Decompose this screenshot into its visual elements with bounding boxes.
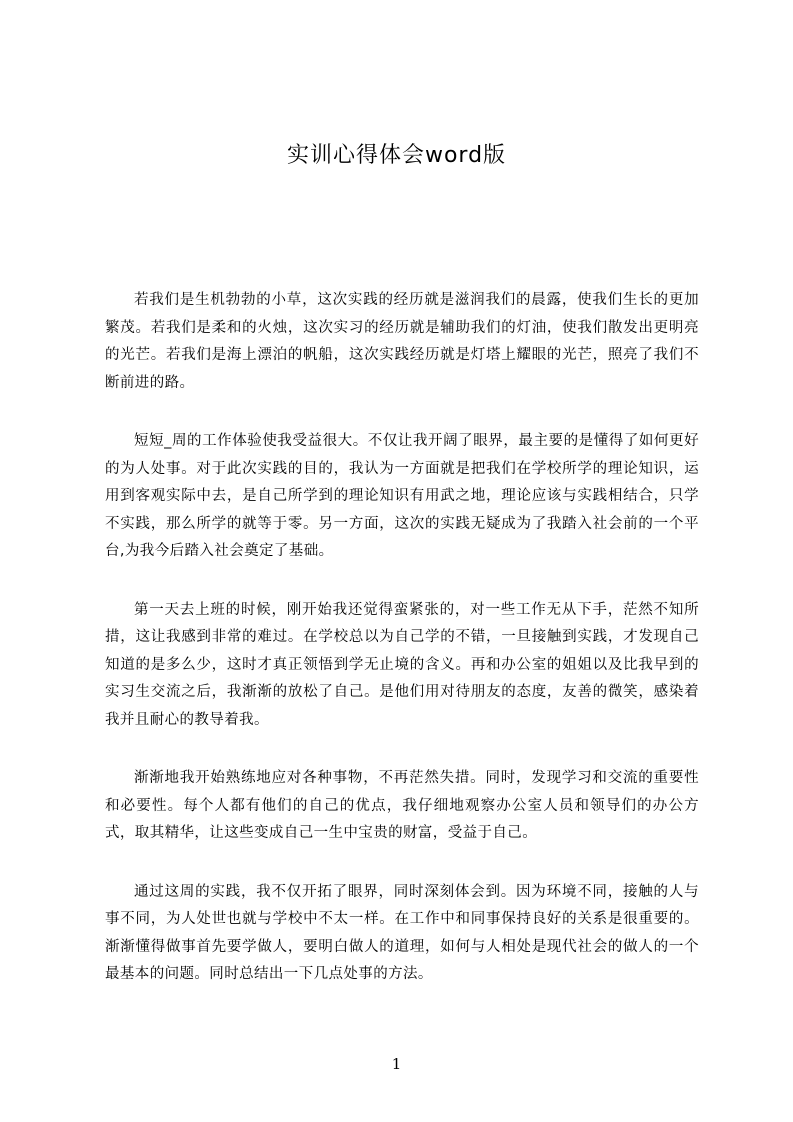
page-number: 1 bbox=[391, 1055, 402, 1073]
paragraph-4: 渐渐地我开始熟练地应对各种事物，不再茫然失措。同时，发现学习和交流的重要性和必要性。每个人都有他们的自己的优点，我仔细地观察办公室人员和领导们的办公方式，取其精华，让这些变成自己一生中宝贵的财富，受益于自己。 bbox=[105, 770, 699, 841]
paragraph-1: 若我们是生机勃勃的小草，这次实践的经历就是滋润我们的晨露，使我们生长的更加繁茂。若我们是柔和的火烛，这次实习的经历就是辅助我们的灯油，使我们散发出更明亮的光芒。若我们是海上漂泊的帆船，这次实践经历就是灯塔上耀眼的光芒，照亮了我们不断前进的路。 bbox=[105, 292, 699, 391]
paragraph-2: 短短_周的工作体验使我受益很大。不仅让我开阔了眼界，最主要的是懂得了如何更好的为人处事。对于此次实践的目的，我认为一方面就是把我们在学校所学的理论知识，运用到客观实际中去，是自己所学到的理论知识有用武之地，理论应该与实践相结合，只学不实践，那么所学的就等于零。另一方面，这次的实践无疑成为了我踏入社会前的一个平台,为我今后踏入社会奠定了基础。 bbox=[105, 433, 699, 559]
document-title: 实训心得体会word版 bbox=[286, 143, 507, 168]
paragraph-3: 第一天去上班的时候，刚开始我还觉得蛮紧张的，对一些工作无从下手，茫然不知所措，这让我感到非常的难过。在学校总以为自己学的不错，一旦接触到实践，才发现自己知道的是多么少，这时才真正领悟到学无止境的含义。再和办公室的姐姐以及比我早到的实习生交流之后，我渐渐的放松了自己。是他们用对待朋友的态度，友善的微笑，感染着我并且耐心的教导着我。 bbox=[105, 601, 699, 728]
document-body bbox=[105, 287, 699, 1020]
paragraph-5: 通过这周的实践，我不仅开拓了眼界，同时深刻体会到。因为环境不同，接触的人与事不同，为人处世也就与学校中不太一样。在工作中和同事保持良好的关系是很重要的。渐渐懂得做事首先要学做人，要明白做人的道理，如何与人相处是现代社会的做人的一个最基本的问题。同时总结出一下几点处事的方法。 bbox=[105, 883, 699, 982]
